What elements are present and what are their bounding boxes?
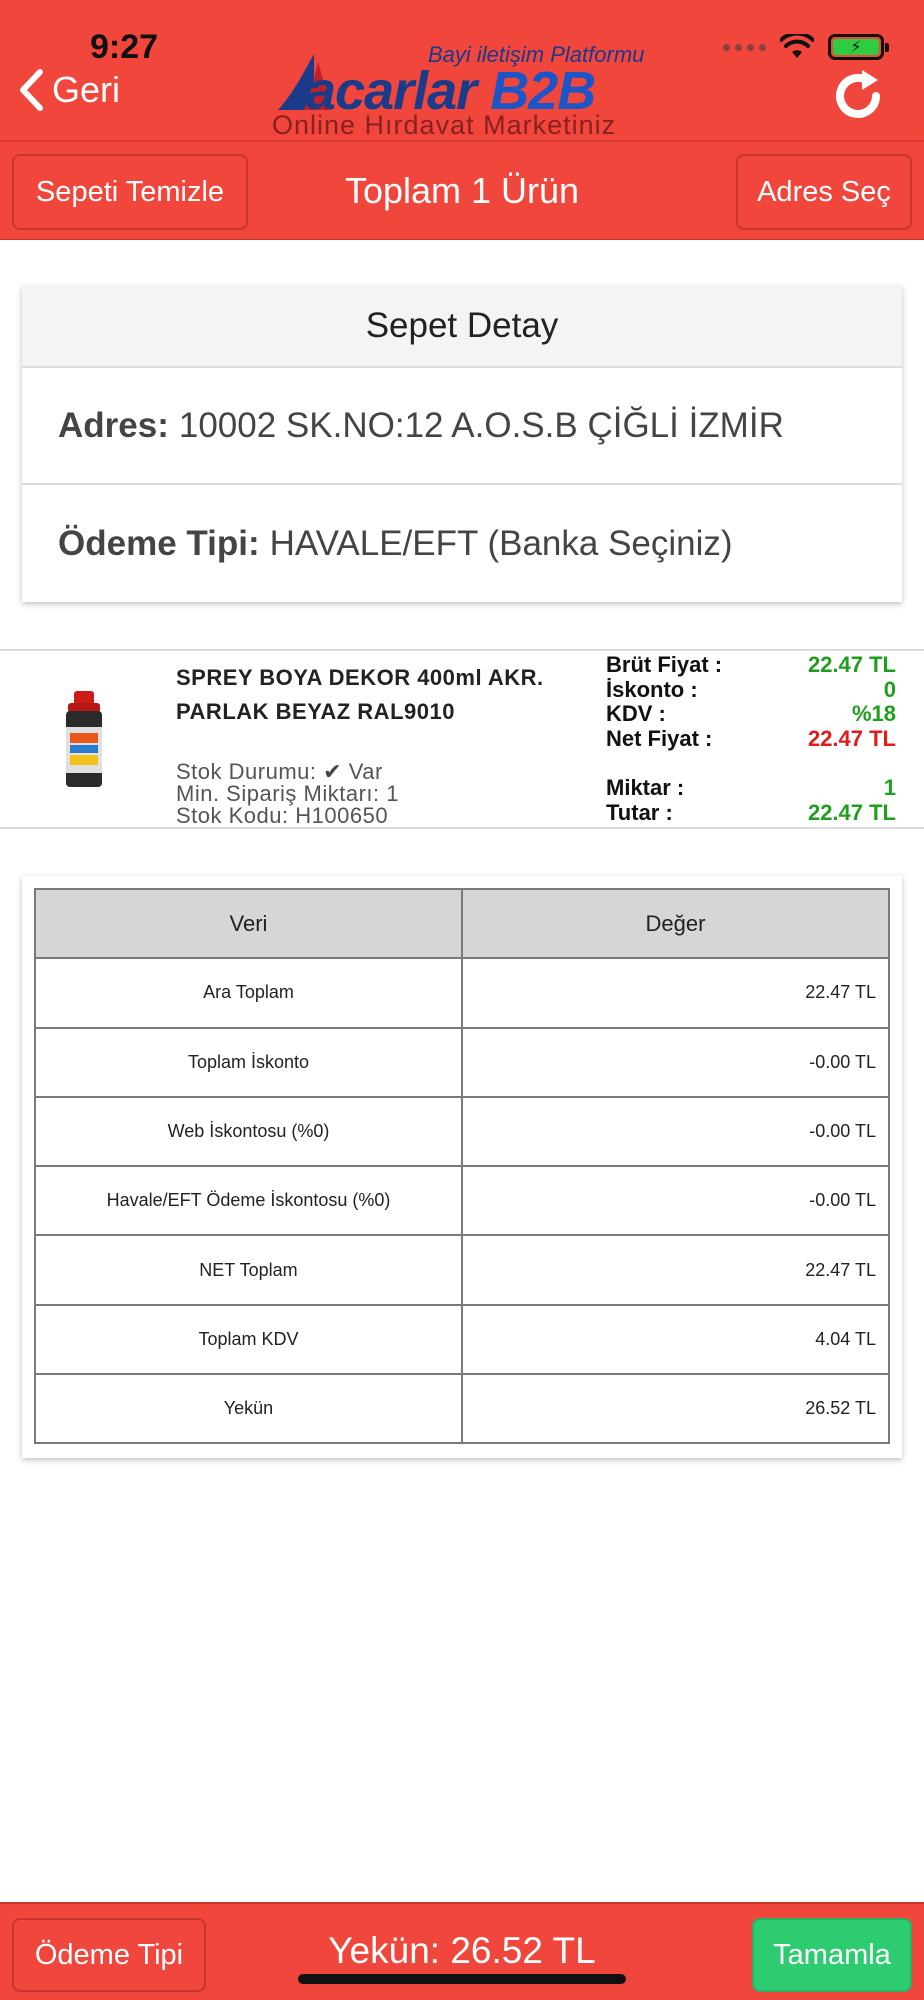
spray-paint-can-image (62, 691, 106, 791)
order-summary-table (34, 888, 890, 1444)
table-row (35, 1235, 889, 1304)
payment-type-button[interactable]: Ödeme Tipi (12, 1918, 206, 1992)
cart-toolbar (0, 142, 924, 240)
status-icons (723, 34, 884, 60)
net-price-value: 22.47 TL (807, 725, 896, 751)
summary-key: Toplam KDV (35, 1305, 462, 1374)
wifi-icon (780, 34, 814, 60)
product-meta (176, 761, 399, 827)
summary-value: 26.52 TL (462, 1374, 889, 1443)
quantity-label: Miktar : (606, 775, 685, 800)
min-order-line (176, 783, 399, 805)
cart-item-count-title: Toplam 1 Ürün (344, 170, 580, 211)
stock-code-line (176, 805, 399, 827)
status-time: 9:27 (90, 28, 159, 66)
vat-value: %18 (851, 701, 896, 726)
amount-value: 22.47 TL (807, 799, 896, 825)
cellular-signal-icon (723, 44, 766, 51)
summary-key: Toplam İskonto (35, 1028, 462, 1097)
table-row (35, 1305, 889, 1374)
table-row (35, 958, 889, 1027)
table-row (35, 1097, 889, 1166)
battery-icon: ⚡ (828, 34, 884, 60)
chevron-left-icon (18, 68, 44, 112)
table-row (35, 1166, 889, 1235)
net-price-line (606, 727, 896, 752)
summary-key: Havale/EFT Ödeme İskontosu (%0) (35, 1166, 462, 1235)
summary-value: -0.00 TL (462, 1097, 889, 1166)
table-row (35, 1028, 889, 1097)
back-button[interactable] (18, 68, 120, 112)
select-address-button[interactable]: Adres Seç (736, 154, 912, 230)
app-header (0, 0, 924, 142)
cart-product-row[interactable] (0, 649, 924, 829)
summary-col-value: Değer (462, 889, 889, 958)
product-pricing (606, 653, 896, 825)
payment-type-value: HAVALE/EFT (Banka Seçiniz) (269, 523, 733, 563)
payment-type-row[interactable] (22, 485, 902, 602)
table-row (35, 1374, 889, 1443)
product-name: SPREY BOYA DEKOR 400ml AKR. PARLAK BEYAZ RAL9010 (176, 665, 544, 724)
stock-code-label: Stok Kodu: (176, 803, 289, 828)
clear-cart-button[interactable]: Sepeti Temizle (12, 154, 248, 230)
address-value: 10002 SK.NO:12 A.O.S.B ÇİĞLİ İZMİR (178, 405, 784, 445)
summary-col-key: Veri (35, 889, 462, 958)
discount-value: 0 (883, 676, 896, 702)
cart-detail-card (22, 286, 902, 602)
address-label: Adres: (58, 405, 169, 445)
summary-value: 22.47 TL (462, 1235, 889, 1304)
summary-header-row (35, 889, 889, 958)
summary-key: NET Toplam (35, 1235, 462, 1304)
logo-tagline: Bayi iletişim Platformu (428, 42, 645, 67)
logo-subtitle: Online Hırdavat Marketiniz (272, 110, 617, 140)
vat-line (606, 702, 896, 727)
net-price-label: Net Fiyat : (606, 725, 713, 751)
min-order-label: Min. Sipariş Miktarı: (176, 781, 380, 806)
amount-label: Tutar : (606, 799, 673, 825)
grand-total: Yekün: 26.52 TL (328, 1930, 596, 1971)
discount-line (606, 678, 896, 703)
order-summary-card (22, 876, 902, 1458)
vat-label: KDV : (606, 701, 666, 726)
summary-value: 22.47 TL (462, 958, 889, 1027)
summary-key: Ara Toplam (35, 958, 462, 1027)
logo-name-text: acarlar (306, 61, 477, 121)
check-icon: ✔ (323, 759, 343, 784)
discount-label: İskonto : (606, 676, 698, 702)
gross-price-line (606, 653, 896, 678)
stock-status-line (176, 761, 399, 783)
cart-detail-heading: Sepet Detay (22, 286, 902, 368)
min-order-value: 1 (386, 781, 400, 806)
gross-price-value: 22.47 TL (807, 652, 896, 677)
summary-value: -0.00 TL (462, 1028, 889, 1097)
stock-status-value: Var (348, 759, 383, 784)
back-label: Geri (52, 69, 121, 110)
summary-key: Yekün (35, 1374, 462, 1443)
quantity-line (606, 776, 896, 801)
address-row[interactable] (22, 368, 902, 485)
amount-line (606, 801, 896, 826)
summary-key: Web İskontosu (%0) (35, 1097, 462, 1166)
quantity-value: 1 (883, 775, 896, 800)
logo-b2b-text: B2B (490, 61, 596, 121)
payment-type-label: Ödeme Tipi: (58, 523, 260, 563)
gross-price-label: Brüt Fiyat : (606, 652, 723, 677)
brand-logo (270, 36, 660, 140)
refresh-icon[interactable] (828, 66, 888, 126)
home-indicator[interactable] (298, 1974, 626, 1984)
complete-order-button[interactable]: Tamamla (752, 1918, 912, 1992)
stock-status-label: Stok Durumu: (176, 759, 317, 784)
summary-value: -0.00 TL (462, 1166, 889, 1235)
summary-value: 4.04 TL (462, 1305, 889, 1374)
stock-code-value: H100650 (295, 803, 389, 828)
checkout-footer (0, 1902, 924, 2000)
